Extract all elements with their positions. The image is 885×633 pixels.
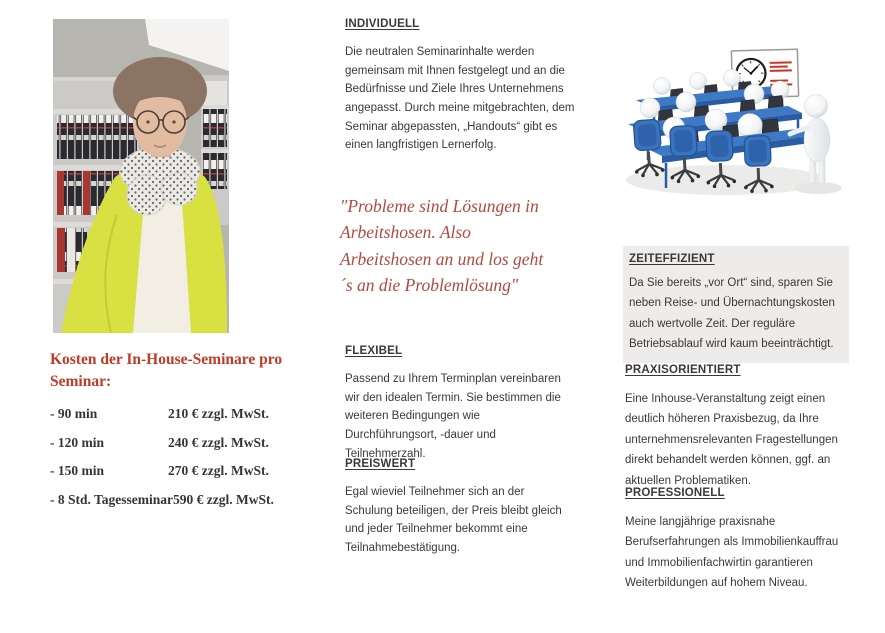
classroom-graphic (622, 40, 844, 202)
price-amount: 240 € zzgl. MwSt. (168, 434, 269, 450)
price-list (50, 406, 306, 507)
section-professionell (625, 487, 849, 594)
portrait-photo-graphic (53, 19, 229, 333)
section-heading: INDIVIDUELL (345, 18, 420, 30)
section-body: Egal wieviel Teilnehmer sich an der Schulung beteiligen, der Preis bleibt gleich und jeder Teilnehmer bekommt eine Teilnahmebestätigung. (345, 486, 562, 554)
portrait-photo (53, 19, 229, 333)
section-body: Eine Inhouse-Veranstaltung zeigt einen deutlich höheren Praxisbezug, da Ihre unternehmensrelevanten Fragestellungen direkt behandelt werden können, ggf. an aktuellen Problematiken. (625, 393, 838, 487)
price-duration: - 150 min (50, 463, 104, 479)
price-duration: - 8 Std. Tagesseminar (50, 491, 174, 507)
section-heading: PREISWERT (345, 458, 416, 470)
classroom-illustration (622, 40, 844, 202)
price-row (50, 492, 306, 508)
section-zeiteffizient (623, 246, 849, 363)
price-row (50, 435, 306, 451)
section-heading: ZEITEFFIZIENT (629, 253, 715, 265)
section-flexibel (345, 345, 575, 463)
section-individuell (345, 18, 575, 155)
section-heading: FLEXIBEL (345, 345, 403, 357)
quote-text: "Probleme sind Lösungen in Arbeitshosen. Also Arbeitshosen an und los geht´s an die Problemlösung" (340, 196, 544, 295)
price-duration: - 120 min (50, 434, 104, 450)
section-body: Passend zu Ihrem Terminplan vereinbaren wir den idealen Termin. Sie bestimmen die weiteren Bedingungen wie Durchführungsort, -dauer und Teilnehmerzahl. (345, 373, 561, 460)
section-body: Meine langjährige praxisnahe Berufserfahrungen als Immobilienkauffrau und Immobilienfachwirtin garantieren Weiterbildungen auf hohem Niveau. (625, 516, 839, 590)
price-amount: 210 € zzgl. MwSt. (168, 406, 269, 421)
section-body: Die neutralen Seminarinhalte werden gemeinsam mit Ihnen festgelegt und an die Bedürfnisse und Ziele Ihres Unternehmens angepasst. Durch meine mitgebrachten, dem Seminar abgepassten, „Handouts“ gibt es einen langfristigen Lernerfolg. (345, 46, 575, 152)
section-body: Da Sie bereits „vor Ort“ sind, sparen Sie neben Reise- und Übernachtungskosten auch wertvolle Zeit. Der reguläre Betriebsablauf wird kaum beeinträchtigt. (629, 277, 835, 351)
price-amount: 590 € zzgl. MwSt. (173, 491, 274, 507)
pricing-block (50, 349, 306, 507)
section-praxisorientiert (625, 364, 849, 491)
section-preiswert (345, 458, 575, 558)
section-heading: PRAXISORIENTIERT (625, 364, 741, 376)
pricing-title: Kosten der In-House-Seminare pro Seminar: (50, 351, 283, 390)
price-row (50, 406, 306, 422)
price-row (50, 463, 306, 479)
price-duration: - 90 min (50, 406, 98, 421)
price-amount: 270 € zzgl. MwSt. (168, 463, 269, 479)
section-heading: PROFESSIONELL (625, 487, 725, 499)
